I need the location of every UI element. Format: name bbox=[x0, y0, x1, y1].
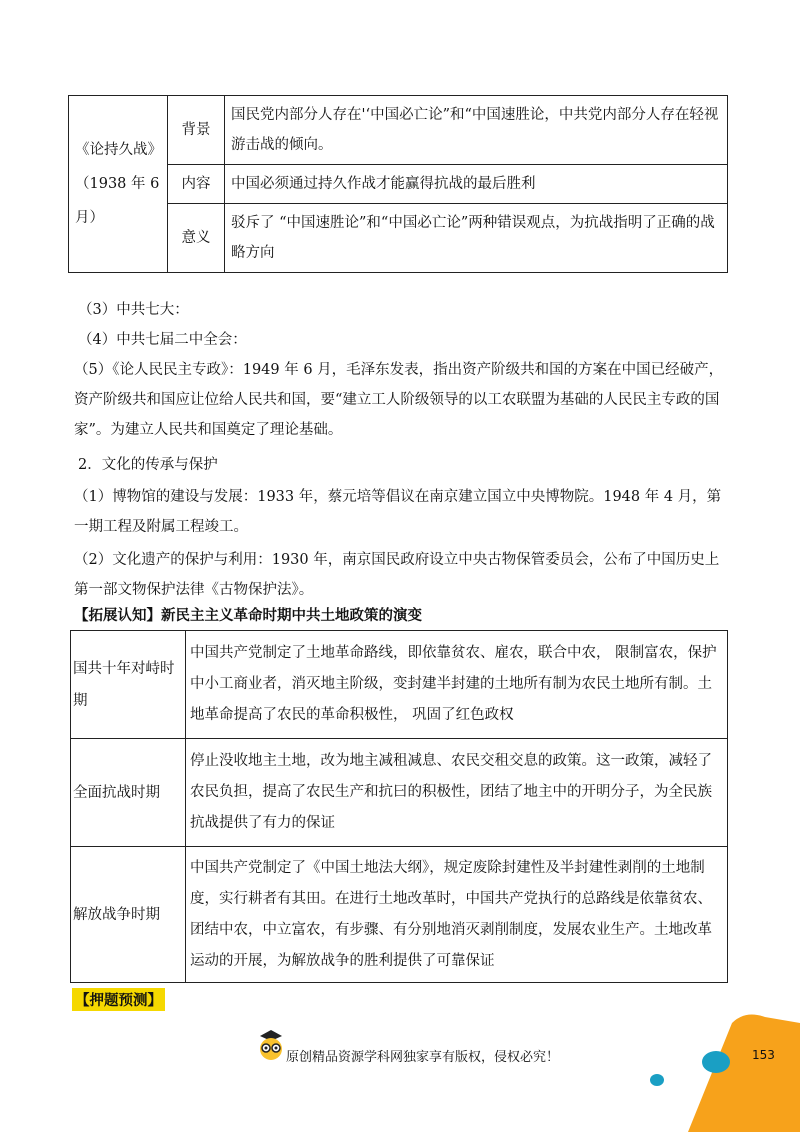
policy-cell: 中国共产党制定了《中国土地法大纲》，规定废除封建性及半封建性剥削的土地制度，实行耕者有其田。在进行土地改革时，中国共产党执行的总路线是依靠贫农、团结中农，中立富农，有步骤、有分别地消灭剥削制度，发展农业生产。土地改革运动的开展，为解放战争的胜利提供了可靠保证 bbox=[186, 847, 728, 983]
period-cell: 解放战争时期 bbox=[71, 847, 186, 983]
paragraph-peoples-democratic-dictatorship: （5）《论人民民主专政》：1949 年 6 月，毛泽东发表，指出资产阶级共和国的方案在中国已经破产，资产阶级共和国应让位给人民共和国，要“建立工人阶级领导的以工农联盟为基础的人民民主专政的国家”。为建立人民共和国奠定了理论基础。 bbox=[74, 362, 724, 438]
blue-dot-small bbox=[650, 1074, 664, 1086]
work-title-cell bbox=[69, 96, 168, 273]
lunchijiuzhan-table bbox=[68, 95, 728, 273]
policy-cell: 停止没收地主土地，改为地主减租减息、农民交租交息的政策。这一政策，减轻了农民负担，提高了农民生产和抗曰的积极性，团结了地主中的开明分子，为全民族抗战提供了有力的保证 bbox=[186, 739, 728, 847]
row-text-background: 国民党内部分人存在'‘中国必亡论”和“中国速胜论，中共党内部分人存在轻视游击战的倾向。 bbox=[225, 96, 728, 165]
row-label-significance: 意义 bbox=[168, 204, 225, 273]
paragraph-museum: （1）博物馆的建设与发展：1933 年，蔡元培等倡议在南京建立国立中央博物院。1948 年 4 月，第一期工程及附属工程竣工。 bbox=[74, 489, 722, 535]
blue-dot-large bbox=[702, 1051, 730, 1073]
expand-heading: 【拓展认知】新民主主义革命时期中共土地政策的演变 bbox=[74, 608, 422, 624]
period-cell: 国共十年对峙时期 bbox=[71, 631, 186, 739]
copyright-notice: 原创精品资源学科网独家享有版权，侵权必究！ bbox=[286, 1050, 560, 1065]
mascot-icon bbox=[256, 1028, 286, 1062]
paragraph-heritage: （2）文化遗产的保护与利用：1930 年，南京国民政府设立中央古物保管委员会，公布了中国历史上第一部文物保护法律《古物保护法》。 bbox=[74, 552, 720, 598]
row-text-significance: 驳斥了 “中国速胜论”和“中国必亡论”两种错误观点，为抗战指明了正确的战略方向 bbox=[225, 204, 728, 273]
predict-heading: 【押题预测】 bbox=[72, 988, 165, 1011]
paragraph-second-plenary: （4）中共七届二中全会： bbox=[78, 332, 247, 348]
paragraph-seventh-congress: （3）中共七大： bbox=[78, 302, 189, 318]
section-culture-heading: 2．文化的传承与保护 bbox=[78, 457, 218, 473]
work-date-end: 月） bbox=[75, 210, 104, 226]
row-label-content: 内容 bbox=[168, 165, 225, 204]
orange-corner-shape bbox=[688, 1015, 800, 1132]
work-title: 《论持久战》 bbox=[75, 142, 162, 158]
row-label-background: 背景 bbox=[168, 96, 225, 165]
land-policy-table bbox=[70, 630, 728, 983]
period-cell: 全面抗战时期 bbox=[71, 739, 186, 847]
policy-cell: 中国共产党制定了土地革命路线，即依靠贫农、雇农，联合中农， 限制富农，保护中小工商业者，消灭地主阶级，变封建半封建的土地所有制为农民土地所有制。土地革命提高了农民的革命积极性， 巩固了红色政权 bbox=[186, 631, 728, 739]
corner-decoration bbox=[640, 1005, 800, 1132]
row-text-content: 中国必须通过持久作战才能赢得抗战的最后胜利 bbox=[225, 165, 728, 204]
work-date: （1938 年 6 bbox=[75, 176, 160, 192]
page-number: 153 bbox=[752, 1048, 775, 1062]
